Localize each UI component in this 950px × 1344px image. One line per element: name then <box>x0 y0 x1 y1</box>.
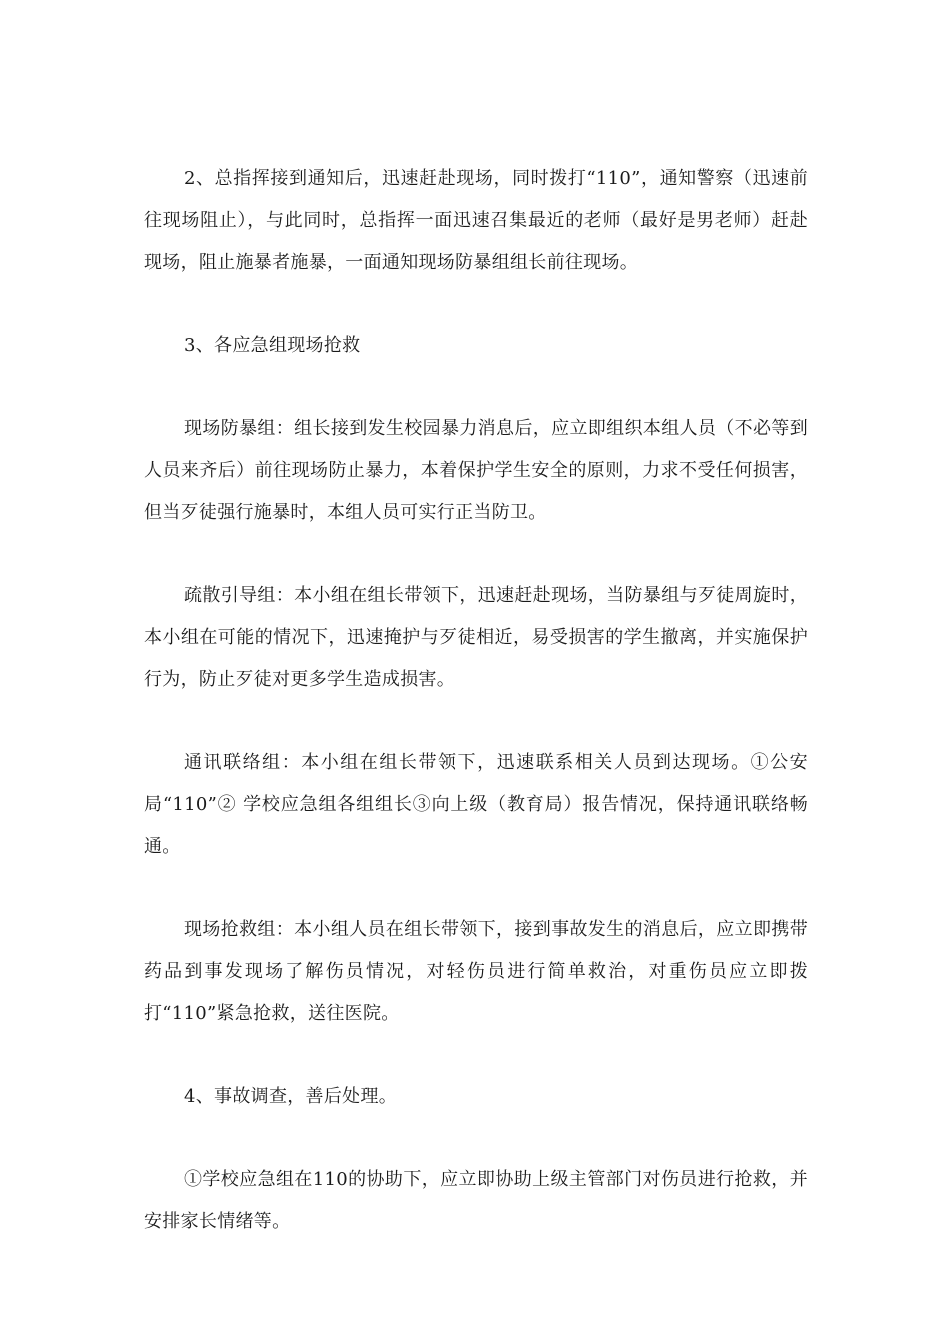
paragraph-commander-response: 2、总指挥接到通知后，迅速赶赴现场，同时拨打“110”，通知警察（迅速前往现场阻止），与此同时，总指挥一面迅速召集最近的老师（最好是男老师）赶赴现场，阻止施暴者施暴，一面通知现场防暴组组长前往现场。 <box>144 168 808 273</box>
heading-emergency-rescue: 3、各应急组现场抢救 <box>184 335 361 356</box>
heading-investigation: 4、事故调查，善后处理。 <box>184 1086 398 1107</box>
paragraph-communication-team: 通讯联络组：本小组在组长带领下，迅速联系相关人员到达现场。①公安局“110”② 学校应急组各组组长③向上级（教育局）报告情况，保持通讯联络畅通。 <box>144 752 808 857</box>
document-body <box>144 158 808 1284</box>
paragraph-riot-team: 现场防暴组：组长接到发生校园暴力消息后，应立即组织本组人员（不必等到人员来齐后）前往现场防止暴力，本着保护学生安全的原则，力求不受任何损害，但当歹徒强行施暴时，本组人员可实行正当防卫。 <box>144 418 808 523</box>
paragraph-rescue-team: 现场抢救组：本小组人员在组长带领下，接到事故发生的消息后，应立即携带药品到事发现场了解伤员情况，对轻伤员进行简单救治，对重伤员应立即拨打“110”紧急抢救，送往医院。 <box>144 919 808 1024</box>
paragraph-evacuation-team: 疏散引导组：本小组在组长带领下，迅速赶赴现场，当防暴组与歹徒周旋时，本小组在可能的情况下，迅速掩护与歹徒相近，易受损害的学生撤离，并实施保护行为，防止歹徒对更多学生造成损害。 <box>144 585 808 690</box>
paragraph-aftermath: ①学校应急组在110的协助下，应立即协助上级主管部门对伤员进行抢救，并安排家长情绪等。 <box>144 1169 808 1232</box>
